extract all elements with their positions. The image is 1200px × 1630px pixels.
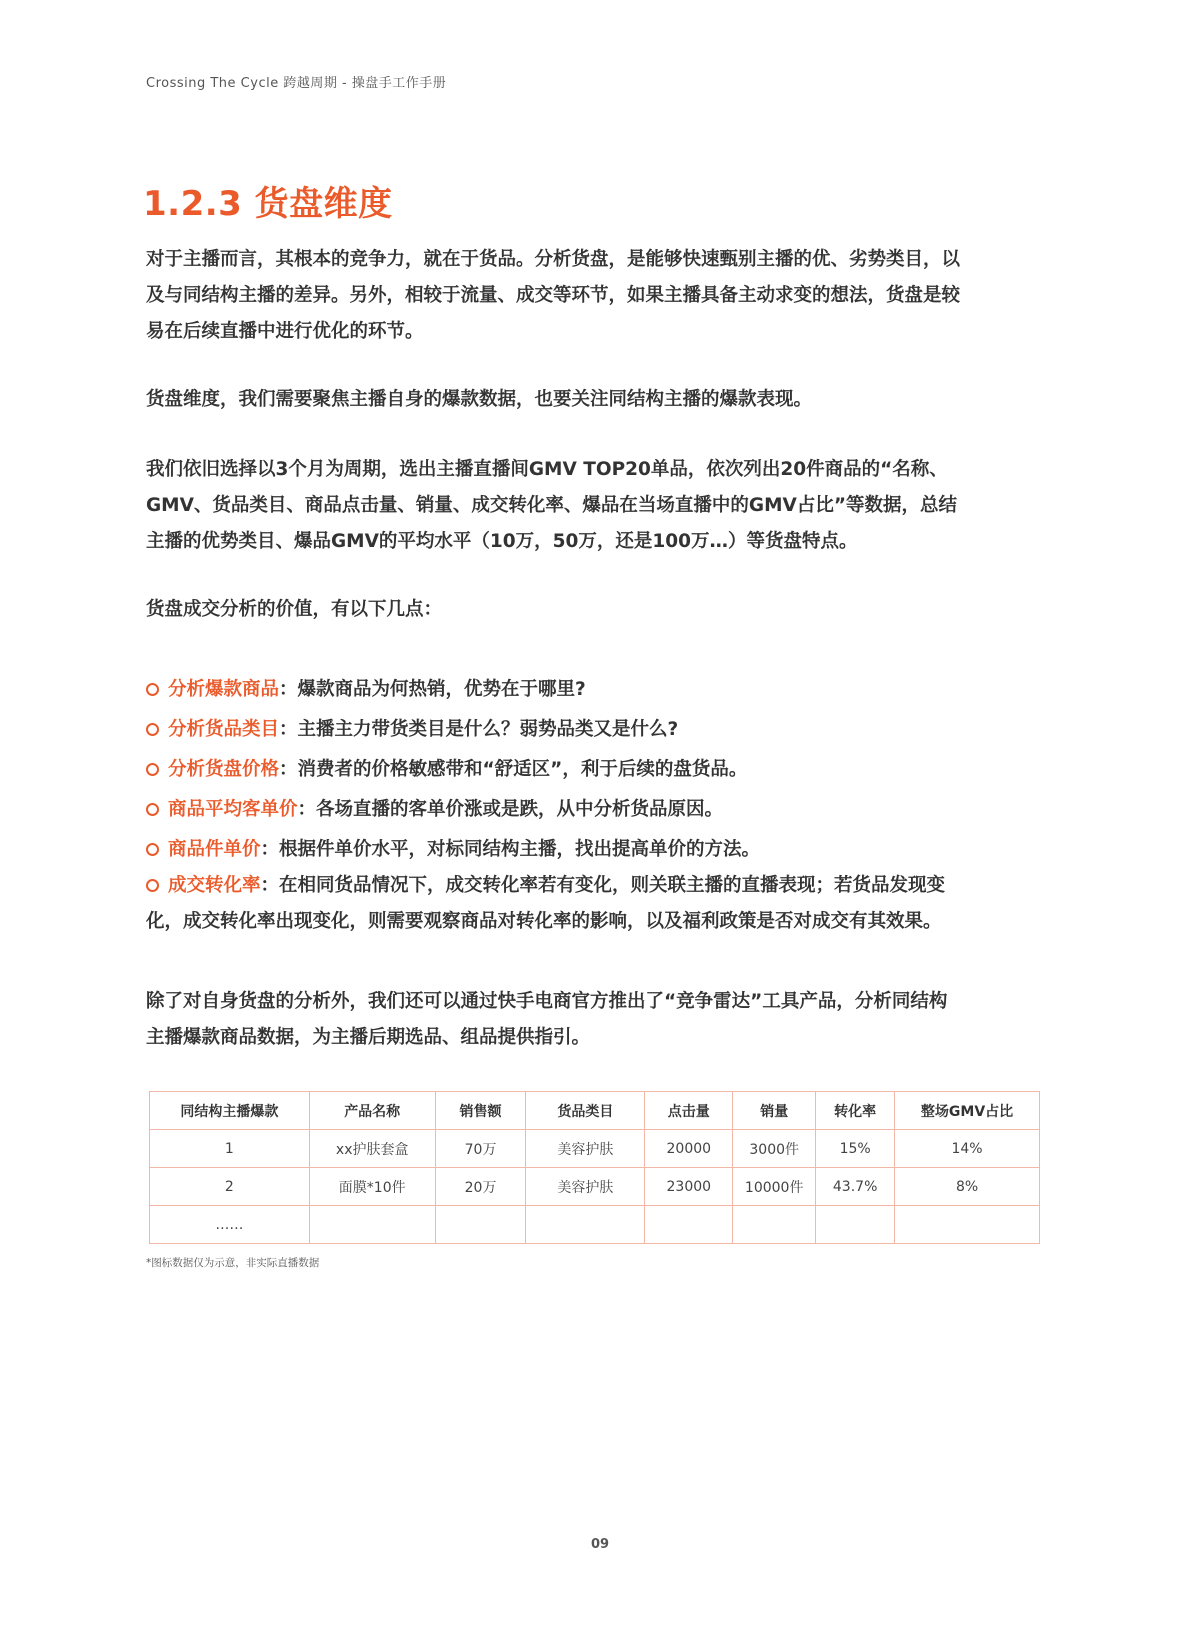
table-cell: 23000 xyxy=(645,1168,733,1206)
table-cell xyxy=(645,1206,733,1244)
list-item xyxy=(146,672,1046,708)
radar-paragraph xyxy=(146,984,1046,1056)
table-cell: …… xyxy=(150,1206,310,1244)
table-cell: 美容护肤 xyxy=(526,1130,645,1168)
bullet-continuation: 化，成交转化率出现变化，则需要观察商品对转化率的影响，以及福利政策是否对成交有其效果。 xyxy=(146,911,942,932)
bullet-text: ：爆款商品为何热销，优势在于哪里? xyxy=(279,679,586,700)
table-cell: 2 xyxy=(150,1168,310,1206)
table-cell: 20万 xyxy=(435,1168,526,1206)
table-cell xyxy=(435,1206,526,1244)
table-cell: 43.7% xyxy=(816,1168,895,1206)
bullet-label: 分析货品类目 xyxy=(168,719,280,740)
table-cell: 10000件 xyxy=(733,1168,816,1206)
method-paragraph xyxy=(146,452,1046,560)
paragraph-line: 货盘成交分析的价值，有以下几点： xyxy=(146,599,443,620)
table-cell xyxy=(309,1206,435,1244)
table-cell xyxy=(526,1206,645,1244)
circle-bullet-icon xyxy=(146,763,159,776)
bullet-label: 商品平均客单价 xyxy=(168,799,298,820)
table-cell: 20000 xyxy=(645,1130,733,1168)
bullet-label: 分析货盘价格 xyxy=(168,759,280,780)
section-title: 1.2.3 货盘维度 xyxy=(143,184,393,224)
table-cell xyxy=(895,1206,1040,1244)
table-row xyxy=(150,1168,1040,1206)
circle-bullet-icon xyxy=(146,843,159,856)
circle-bullet-icon xyxy=(146,879,159,892)
bullet-text: ：根据件单价水平，对标同结构主播，找出提高单价的方法。 xyxy=(260,839,761,860)
table-cell: 8% xyxy=(895,1168,1040,1206)
hot-item-table xyxy=(149,1091,1040,1244)
intro-paragraph xyxy=(146,242,1046,350)
table-cell xyxy=(816,1206,895,1244)
paragraph-line: 对于主播而言，其根本的竞争力，就在于货品。分析货盘，是能够快速甄别主播的优、劣势类目，以 xyxy=(146,249,961,270)
list-item xyxy=(146,832,1046,868)
bullet-label: 商品件单价 xyxy=(168,839,261,860)
bullet-text: ：主播主力带货类目是什么？弱势品类又是什么? xyxy=(279,719,679,740)
column-header: 销量 xyxy=(733,1092,816,1130)
list-item xyxy=(146,752,1046,788)
table-cell: 70万 xyxy=(435,1130,526,1168)
column-header: 同结构主播爆款 xyxy=(150,1092,310,1130)
column-header: 点击量 xyxy=(645,1092,733,1130)
paragraph-line: 除了对自身货盘的分析外，我们还可以通过快手电商官方推出了“竞争雷达”工具产品，分析同结构 xyxy=(146,991,948,1012)
circle-bullet-icon xyxy=(146,803,159,816)
table-row xyxy=(150,1130,1040,1168)
page-number: 09 xyxy=(590,1537,610,1552)
bullet-text: ：各场直播的客单价涨或是跌，从中分析货品原因。 xyxy=(297,799,724,820)
table-cell: 美容护肤 xyxy=(526,1168,645,1206)
circle-bullet-icon xyxy=(146,683,159,696)
column-header: 货品类目 xyxy=(526,1092,645,1130)
bullet-text: ：在相同货品情况下，成交转化率若有变化，则关联主播的直播表现；若货品发现变 xyxy=(260,875,946,896)
table-cell xyxy=(733,1206,816,1244)
circle-bullet-icon xyxy=(146,723,159,736)
table-header-row xyxy=(150,1092,1040,1130)
list-item xyxy=(146,792,1046,828)
paragraph-line: 主播爆款商品数据，为主播后期选品、组品提供指引。 xyxy=(146,1027,591,1048)
paragraph-line: 易在后续直播中进行优化的环节。 xyxy=(146,321,424,342)
bullet-label: 成交转化率 xyxy=(168,875,261,896)
document-header: Crossing The Cycle 跨越周期 - 操盘手工作手册 xyxy=(146,76,447,91)
paragraph-line: 货盘维度，我们需要聚焦主播自身的爆款数据，也要关注同结构主播的爆款表现。 xyxy=(146,389,813,410)
table-cell: xx护肤套盒 xyxy=(309,1130,435,1168)
table-cell: 15% xyxy=(816,1130,895,1168)
column-header: 转化率 xyxy=(816,1092,895,1130)
table-footnote: *图标数据仅为示意，非实际直播数据 xyxy=(146,1257,320,1269)
column-header: 销售额 xyxy=(435,1092,526,1130)
paragraph-line: 主播的优势类目、爆品GMV的平均水平（10万，50万，还是100万…）等货盘特点。 xyxy=(146,531,858,552)
paragraph-line: 及与同结构主播的差异。另外，相较于流量、成交等环节，如果主播具备主动求变的想法，货盘是较 xyxy=(146,285,961,306)
table-cell: 3000件 xyxy=(733,1130,816,1168)
value-intro-paragraph xyxy=(146,592,1046,628)
column-header: 产品名称 xyxy=(309,1092,435,1130)
paragraph-line: 我们依旧选择以3个月为周期，选出主播直播间GMV TOP20单品，依次列出20件商品的“名称、 xyxy=(146,459,948,480)
value-bullet-list xyxy=(146,672,1046,940)
table-cell: 面膜*10件 xyxy=(309,1168,435,1206)
list-item xyxy=(146,712,1046,748)
list-item xyxy=(146,868,1046,940)
table-cell: 14% xyxy=(895,1130,1040,1168)
table-cell: 1 xyxy=(150,1130,310,1168)
table-row xyxy=(150,1206,1040,1244)
paragraph-line: GMV、货品类目、商品点击量、销量、成交转化率、爆品在当场直播中的GMV占比”等数据，总结 xyxy=(146,495,957,516)
bullet-label: 分析爆款商品 xyxy=(168,679,280,700)
dimension-paragraph xyxy=(146,382,1046,418)
column-header: 整场GMV占比 xyxy=(895,1092,1040,1130)
bullet-text: ：消费者的价格敏感带和“舒适区”，利于后续的盘货品。 xyxy=(279,759,748,780)
